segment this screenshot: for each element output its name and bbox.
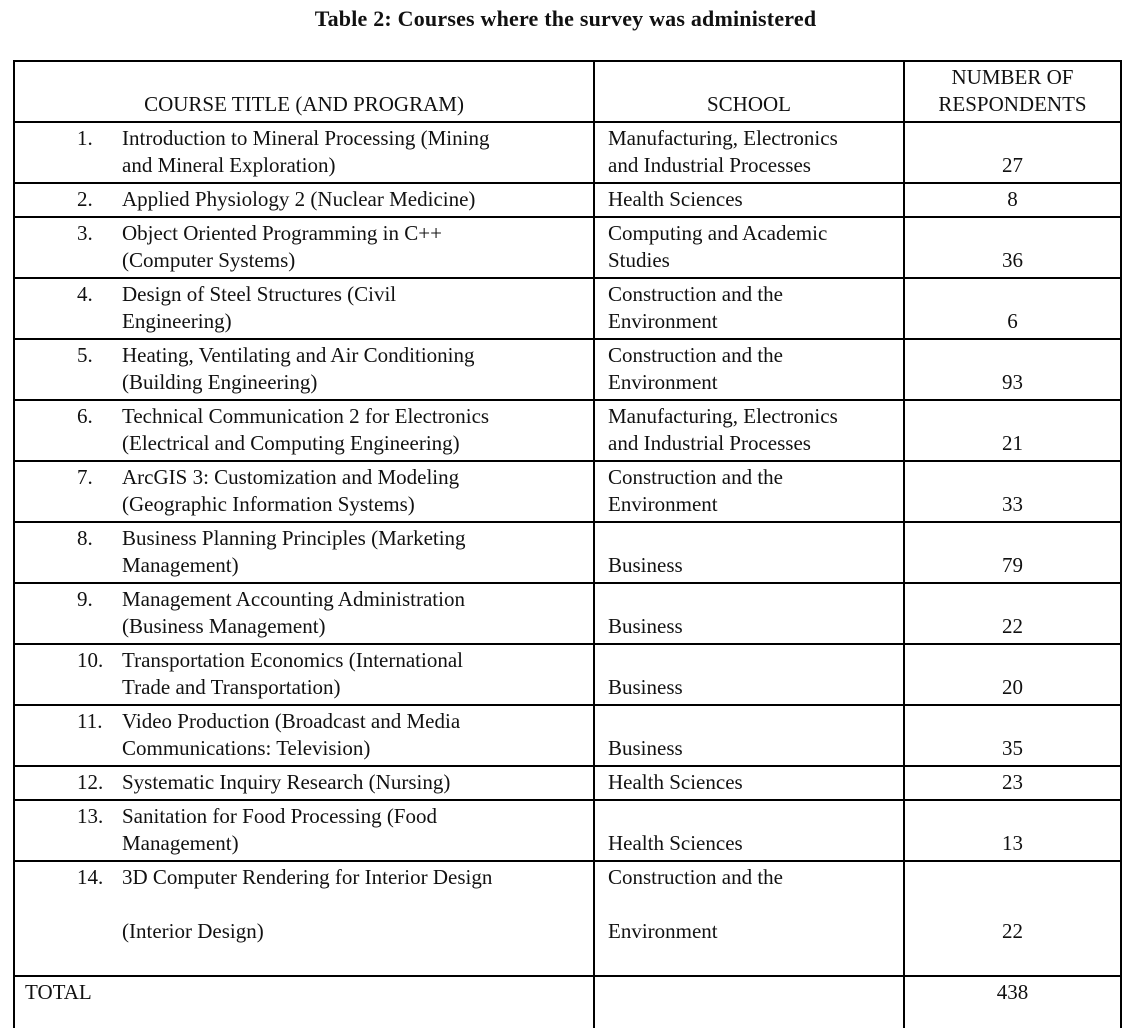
course-number: 12. — [77, 770, 104, 794]
total-row — [14, 976, 1121, 1028]
school-cell — [594, 183, 904, 217]
course-number: 8. — [77, 526, 93, 550]
table-row — [14, 183, 1121, 217]
respondents-value — [905, 586, 1120, 640]
text-line — [595, 891, 903, 918]
respondents-cell — [904, 339, 1121, 400]
text-line: Business — [608, 675, 683, 699]
course-title — [122, 464, 593, 518]
course-title — [122, 803, 593, 857]
course-cell — [14, 800, 594, 861]
text-line — [15, 64, 593, 91]
text-line: COURSE TITLE (AND PROGRAM) — [144, 92, 464, 116]
school-cell — [594, 861, 904, 976]
text-line: 21 — [1002, 431, 1023, 455]
text-line: 20 — [1002, 675, 1023, 699]
course-cell — [14, 339, 594, 400]
total-school-blank — [595, 979, 903, 1006]
text-line — [905, 464, 1120, 491]
header-cell-course-title — [14, 61, 594, 122]
course-number: 10. — [77, 648, 104, 672]
table-caption: Table 2: Courses where the survey was administered — [314, 6, 817, 31]
respondents-value — [905, 525, 1120, 579]
text-line: SCHOOL — [706, 92, 791, 116]
respondents-cell — [904, 461, 1121, 522]
text-line: Environment — [608, 919, 718, 943]
text-line — [595, 945, 903, 972]
school-name — [595, 769, 903, 796]
text-line: Studies — [608, 248, 670, 272]
course-cell — [14, 644, 594, 705]
text-line — [905, 403, 1120, 430]
table-row — [14, 400, 1121, 461]
respondents-value — [905, 708, 1120, 762]
text-line: (Business Management) — [122, 614, 326, 638]
text-line: Construction and the — [608, 865, 783, 889]
course-title — [122, 769, 593, 796]
text-line: Systematic Inquiry Research (Nursing) — [122, 770, 451, 794]
respondents-cell — [904, 800, 1121, 861]
course-cell — [14, 217, 594, 278]
course-number: 1. — [77, 126, 93, 150]
text-line — [905, 586, 1120, 613]
text-line: 22 — [1002, 614, 1023, 638]
respondents-cell — [904, 583, 1121, 644]
text-line: Business Planning Principles (Marketing — [122, 526, 466, 550]
table-row — [14, 861, 1121, 976]
total-respondents-value — [905, 979, 1120, 1028]
text-line: Sanitation for Food Processing (Food — [122, 804, 437, 828]
school-name — [595, 464, 903, 518]
table-row — [14, 766, 1121, 800]
course-cell — [14, 461, 594, 522]
text-line: Heating, Ventilating and Air Conditioning — [122, 343, 475, 367]
text-line — [905, 891, 1120, 918]
respondents-value — [905, 803, 1120, 857]
school-name — [595, 220, 903, 274]
text-line: and Mineral Exploration) — [122, 153, 336, 177]
text-line — [595, 647, 903, 674]
respondents-value — [905, 464, 1120, 518]
text-line: Construction and the — [608, 343, 783, 367]
school-name — [595, 586, 903, 640]
text-line: Health Sciences — [608, 831, 743, 855]
text-line: Construction and the — [608, 282, 783, 306]
respondents-cell — [904, 644, 1121, 705]
respondents-value — [905, 281, 1120, 335]
course-number: 9. — [77, 587, 93, 611]
text-line: (Computer Systems) — [122, 248, 296, 272]
table-row — [14, 461, 1121, 522]
respondents-cell — [904, 522, 1121, 583]
text-line: Communications: Television) — [122, 736, 371, 760]
text-line: Construction and the — [608, 465, 783, 489]
text-line: Management) — [122, 553, 239, 577]
text-line: 33 — [1002, 492, 1023, 516]
text-line: (Electrical and Computing Engineering) — [122, 431, 460, 455]
school-cell — [594, 644, 904, 705]
text-line: (Building Engineering) — [122, 370, 318, 394]
school-cell — [594, 800, 904, 861]
school-cell — [594, 461, 904, 522]
course-title — [122, 281, 593, 335]
course-cell — [14, 278, 594, 339]
course-title — [122, 525, 593, 579]
text-line — [905, 708, 1120, 735]
school-cell — [594, 522, 904, 583]
total-label — [15, 979, 593, 1028]
respondents-cell — [904, 278, 1121, 339]
course-number: 2. — [77, 187, 93, 211]
text-line — [122, 891, 593, 918]
text-line: 3D Computer Rendering for Interior Design — [122, 865, 493, 889]
text-line: RESPONDENTS — [938, 92, 1087, 116]
table-row — [14, 705, 1121, 766]
school-name — [595, 186, 903, 213]
text-line — [905, 525, 1120, 552]
text-line — [595, 586, 903, 613]
header-row — [14, 61, 1121, 122]
text-line: Computing and Academic — [608, 221, 828, 245]
header-respondents-text — [905, 64, 1120, 118]
table-row — [14, 522, 1121, 583]
header-cell-respondents — [904, 61, 1121, 122]
table-row — [14, 122, 1121, 183]
school-name — [595, 403, 903, 457]
course-cell — [14, 122, 594, 183]
table-row — [14, 800, 1121, 861]
respondents-cell — [904, 705, 1121, 766]
text-line: Trade and Transportation) — [122, 675, 341, 699]
text-line: NUMBER OF — [951, 65, 1074, 89]
respondents-cell — [904, 861, 1121, 976]
school-name — [595, 647, 903, 701]
text-line — [905, 864, 1120, 891]
course-cell — [14, 183, 594, 217]
table-row — [14, 217, 1121, 278]
text-line: Introduction to Mineral Processing (Mining — [122, 126, 490, 150]
course-cell — [14, 705, 594, 766]
course-cell — [14, 583, 594, 644]
text-line: Health Sciences — [608, 770, 743, 794]
text-line: Object Oriented Programming in C++ — [122, 221, 442, 245]
text-line: Technical Communication 2 for Electronics — [122, 404, 490, 428]
text-line: 6 — [1007, 309, 1018, 333]
text-line: Business — [608, 736, 683, 760]
text-line: 13 — [1002, 831, 1023, 855]
total-school-cell — [594, 976, 904, 1028]
school-cell — [594, 705, 904, 766]
table-row — [14, 339, 1121, 400]
table-row — [14, 278, 1121, 339]
header-course-text — [15, 64, 593, 118]
text-line: 36 — [1002, 248, 1023, 272]
text-line: Design of Steel Structures (Civil — [122, 282, 397, 306]
respondents-value — [905, 403, 1120, 457]
school-name — [595, 342, 903, 396]
table-row — [14, 583, 1121, 644]
text-line — [905, 647, 1120, 674]
text-line: and Industrial Processes — [608, 153, 811, 177]
course-number: 4. — [77, 282, 93, 306]
text-line — [905, 803, 1120, 830]
text-line: Transportation Economics (International — [122, 648, 463, 672]
text-line: Management Accounting Administration — [122, 587, 465, 611]
course-number: 6. — [77, 404, 93, 428]
text-line: 93 — [1002, 370, 1023, 394]
course-title — [122, 220, 593, 274]
text-line — [905, 945, 1120, 972]
course-number: 5. — [77, 343, 93, 367]
school-cell — [594, 122, 904, 183]
text-line: (Geographic Information Systems) — [122, 492, 415, 516]
respondents-value — [905, 220, 1120, 274]
respondents-cell — [904, 183, 1121, 217]
text-line: Health Sciences — [608, 187, 743, 211]
respondents-cell — [904, 766, 1121, 800]
text-line — [122, 945, 593, 972]
text-line: 438 — [996, 980, 1029, 1004]
course-cell — [14, 522, 594, 583]
header-school-text — [595, 64, 903, 118]
total-label-cell — [14, 976, 594, 1028]
course-title — [122, 125, 593, 179]
school-cell — [594, 278, 904, 339]
text-line: 22 — [1002, 919, 1023, 943]
text-line: Applied Physiology 2 (Nuclear Medicine) — [122, 187, 476, 211]
text-line: ArcGIS 3: Customization and Modeling — [122, 465, 460, 489]
school-name — [595, 864, 903, 972]
text-line — [905, 342, 1120, 369]
text-line: TOTAL — [25, 980, 92, 1004]
text-line — [15, 1006, 593, 1028]
school-name — [595, 708, 903, 762]
respondents-value — [905, 186, 1120, 213]
text-line: 35 — [1002, 736, 1023, 760]
course-number: 13. — [77, 804, 104, 828]
text-line — [595, 803, 903, 830]
text-line: Business — [608, 553, 683, 577]
course-cell — [14, 766, 594, 800]
text-line — [595, 979, 903, 1006]
text-line: Engineering) — [122, 309, 232, 333]
course-title — [122, 403, 593, 457]
courses-table — [13, 60, 1122, 1028]
text-line: 79 — [1002, 553, 1023, 577]
respondents-cell — [904, 217, 1121, 278]
text-line: Environment — [608, 492, 718, 516]
respondents-cell — [904, 122, 1121, 183]
school-name — [595, 125, 903, 179]
course-title — [122, 647, 593, 701]
text-line: and Industrial Processes — [608, 431, 811, 455]
text-line: Manufacturing, Electronics — [608, 126, 838, 150]
school-cell — [594, 217, 904, 278]
school-cell — [594, 339, 904, 400]
text-line: Management) — [122, 831, 239, 855]
text-line — [595, 525, 903, 552]
text-line: Environment — [608, 309, 718, 333]
respondents-value — [905, 769, 1120, 796]
table-row — [14, 644, 1121, 705]
course-cell — [14, 861, 594, 976]
course-title — [122, 586, 593, 640]
text-line: Video Production (Broadcast and Media — [122, 709, 461, 733]
respondents-value — [905, 864, 1120, 972]
respondents-value — [905, 342, 1120, 396]
text-line: (Interior Design) — [122, 919, 264, 943]
school-name — [595, 281, 903, 335]
text-line — [905, 281, 1120, 308]
school-name — [595, 525, 903, 579]
respondents-value — [905, 647, 1120, 701]
course-number: 3. — [77, 221, 93, 245]
text-line: Business — [608, 614, 683, 638]
course-title — [122, 342, 593, 396]
respondents-value — [905, 125, 1120, 179]
school-cell — [594, 766, 904, 800]
respondents-cell — [904, 400, 1121, 461]
total-respondents-cell — [904, 976, 1121, 1028]
course-number: 14. — [77, 865, 104, 889]
text-line: 8 — [1007, 187, 1018, 211]
text-line: 23 — [1002, 770, 1023, 794]
text-line — [595, 64, 903, 91]
text-line: 27 — [1002, 153, 1023, 177]
header-cell-school — [594, 61, 904, 122]
text-line — [595, 708, 903, 735]
course-number: 7. — [77, 465, 93, 489]
course-number: 11. — [77, 709, 103, 733]
text-line: Environment — [608, 370, 718, 394]
course-title — [122, 186, 593, 213]
course-title — [122, 864, 593, 972]
text-line — [905, 1006, 1120, 1028]
text-line — [905, 220, 1120, 247]
course-title — [122, 708, 593, 762]
school-name — [595, 803, 903, 857]
course-cell — [14, 400, 594, 461]
text-line: Manufacturing, Electronics — [608, 404, 838, 428]
school-cell — [594, 400, 904, 461]
school-cell — [594, 583, 904, 644]
text-line — [905, 125, 1120, 152]
